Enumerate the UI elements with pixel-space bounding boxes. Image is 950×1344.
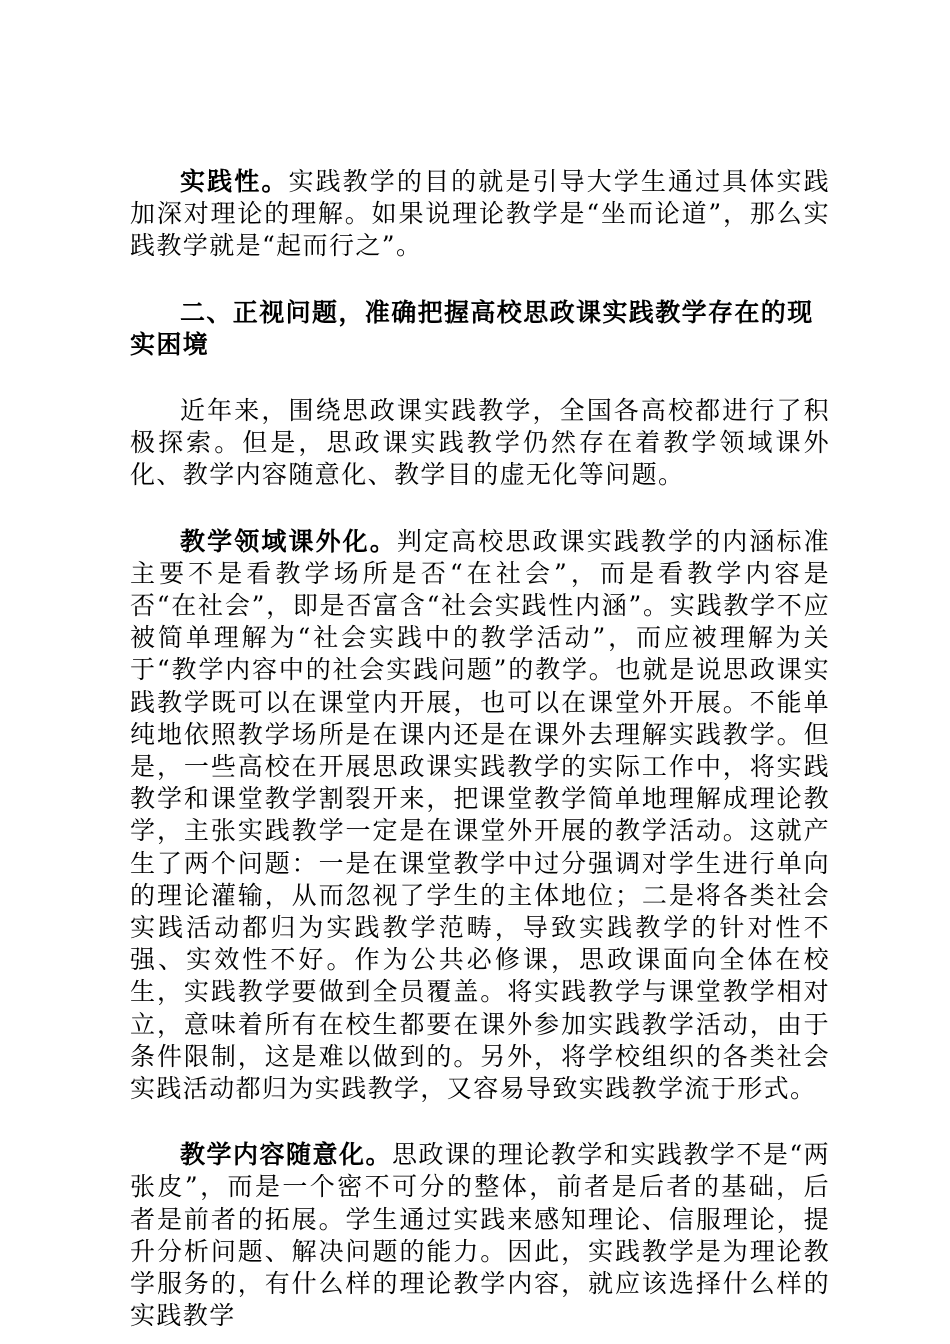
paragraph-text: 近年来，围绕思政课实践教学，全国各高校都进行了积极探索。但是，思政课实践教学仍然存在着教学领域课外化、教学内容随意化、教学目的虚无化等问题。 <box>130 396 830 490</box>
document-body <box>130 166 830 1333</box>
paragraph-lead: 实践性。 <box>180 167 289 196</box>
paragraph-practicality <box>130 166 830 263</box>
section-heading: 二、正视问题，准确把握高校思政课实践教学存在的现实困境 <box>130 297 814 359</box>
paragraph-lead: 教学领域课外化。 <box>180 526 397 556</box>
paragraph-arbitrary-content <box>130 1139 830 1332</box>
paragraph-gap <box>130 492 830 526</box>
paragraph-text: 判定高校思政课实践教学的内涵标准主要不是看教学场所是否“在社会”，而是看教学内容是否“在社会”，即是否富含“社会实践性内涵”。实践教学不应被简单理解为“社会实践中的教学活动”，而应被理解为关于“教学内容中的社会实践问题”的教学。也就是说思政课实践教学既可以在课堂内开展，也可以在课堂外开展。不能单纯地依照教学场所是在课内还是在课外去理解实践教学。但是，一些高校在开展思政课实践教学的实际工作中，将实践教学和课堂教学割裂开来，把课堂教学简单地理解成理论教学，主张实践教学一定是在课堂外开展的教学活动。这就产生了两个问题：一是在课堂教学中过分强调对学生进行单向的理论灌输，从而忽视了学生的主体地位；二是将各类社会实践活动都归为实践教学范畴，导致实践教学的针对性不强、实效性不好。作为公共必修课，思政课面向全体在校生，实践教学要做到全员覆盖。将实践教学与课堂教学相对立，意味着所有在校生都要在课外参加实践教学活动，由于条件限制，这是难以做到的。另外，将学校组织的各类社会实践活动都归为实践教学，又容易导致实践教学流于形式。 <box>130 526 830 1104</box>
paragraph-gap <box>130 1105 830 1139</box>
paragraph-gap <box>130 263 830 297</box>
paragraph-extracurricular <box>130 526 830 1106</box>
paragraph-text: 实践教学的目的就是引导大学生通过具体实践加深对理论的理解。如果说理论教学是“坐而论道”，那么实践教学就是“起而行之”。 <box>130 167 830 261</box>
paragraph-lead: 教学内容随意化。 <box>180 1140 392 1170</box>
paragraph-intro <box>130 395 830 492</box>
paragraph-gap <box>130 361 830 395</box>
paragraph-text: 思政课的理论教学和实践教学不是“两张皮”，而是一个密不可分的整体，前者是后者的基础，后者是前者的拓展。学生通过实践来感知理论、信服理论，提升分析问题、解决问题的能力。因此，实践教学是为理论教学服务的，有什么样的理论教学内容，就应该选择什么样的实践教学 <box>130 1140 830 1331</box>
